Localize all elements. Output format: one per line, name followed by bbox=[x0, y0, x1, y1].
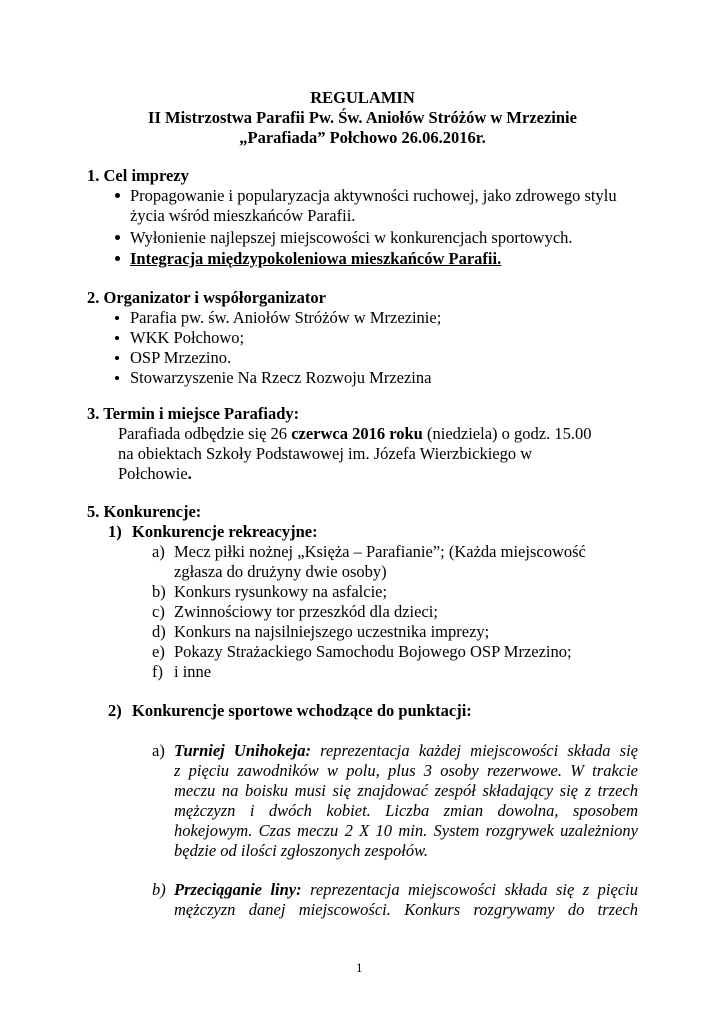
sub1-item-f: i inne bbox=[174, 662, 212, 681]
sub1-number: 1) bbox=[108, 522, 122, 541]
sub2-item-b-line1: Przeciąganie liny: reprezentacja miejscowości składa się z pięciu bbox=[174, 880, 638, 899]
bullet-icon bbox=[111, 328, 123, 348]
sub1-item-e: Pokazy Strażackiego Samochodu Bojowego OSP Mrzezino; bbox=[174, 642, 572, 661]
bullet-icon bbox=[111, 348, 123, 368]
sub2-item-b-line2: mężczyzn danej miejscowości. Konkurs rozgrywamy do trzech bbox=[174, 900, 638, 919]
sub1-item-a-line1: Mecz piłki nożnej „Księża – Parafianie”; (Każda miejscowość bbox=[174, 542, 586, 561]
sub1-item-marker: e) bbox=[152, 642, 165, 661]
sub2-item-a-line6: będzie od ilości zgłoszonych zespołów. bbox=[174, 841, 429, 860]
s3-paragraph-line2: na obiektach Szkoły Podstawowej im. Józefa Wierzbickiego w bbox=[118, 444, 533, 463]
document-title: REGULAMIN bbox=[310, 88, 415, 107]
s2-item: Parafia pw. św. Aniołów Stróżów w Mrzezinie; bbox=[130, 308, 442, 327]
bullet-icon bbox=[111, 249, 123, 269]
bullet-icon bbox=[111, 228, 123, 248]
sub1-item-d: Konkurs na najsilniejszego uczestnika imprezy; bbox=[174, 622, 490, 641]
sub1-item-marker: a) bbox=[152, 542, 165, 561]
sub1-item-b: Konkurs rysunkowy na asfalcie; bbox=[174, 582, 388, 601]
sub1-item-a-line2: zgłasza do drużyny dwie osoby) bbox=[174, 562, 387, 581]
sub2-item-a-line1: Turniej Unihokeja: reprezentacja każdej miejscowości składa się bbox=[174, 741, 638, 760]
sub1-heading: Konkurencje rekreacyjne: bbox=[132, 522, 318, 541]
sub2-item-a-line3: meczu na boisku musi się znajdować zespół składający się z trzech bbox=[174, 781, 638, 800]
s2-item: WKK Połchowo; bbox=[130, 328, 245, 347]
section-3-heading: 3. Termin i miejsce Parafiady: bbox=[87, 404, 300, 423]
s2-item: OSP Mrzezino. bbox=[130, 348, 232, 367]
sub1-item-marker: b) bbox=[152, 582, 166, 601]
sub1-item-marker: f) bbox=[152, 662, 163, 681]
s3-paragraph-line3: Połchowie. bbox=[118, 464, 192, 483]
section-5-heading: 5. Konkurencje: bbox=[87, 502, 202, 521]
s3-paragraph-line1: Parafiada odbędzie się 26 czerwca 2016 roku (niedziela) o godz. 15.00 bbox=[118, 424, 592, 443]
s1-bullet-2: Wyłonienie najlepszej miejscowości w konkurencjach sportowych. bbox=[130, 228, 573, 247]
bullet-icon bbox=[111, 368, 123, 388]
s1-bullet-3: Integracja międzypokoleniowa mieszkańców Parafii. bbox=[130, 249, 502, 268]
sub2-item-a-line5: hokejowym. Czas meczu 2 X 10 min. System rozgrywek uzależniony bbox=[174, 821, 638, 840]
sub2-item-marker: a) bbox=[152, 741, 165, 760]
s1-bullet-1-line1: Propagowanie i popularyzacja aktywności ruchowej, jako zdrowego stylu bbox=[130, 186, 617, 205]
sub1-item-marker: d) bbox=[152, 622, 166, 641]
document-subtitle: II Mistrzostwa Parafii Pw. Św. Aniołów Stróżów w Mrzezinie bbox=[148, 108, 577, 127]
sub2-item-a-line4: mężczyzn i dwóch kobiet. Liczba zmian dowolna, sposobem bbox=[174, 801, 638, 820]
sub1-item-marker: c) bbox=[152, 602, 165, 621]
sub1-item-c: Zwinnościowy tor przeszkód dla dzieci; bbox=[174, 602, 438, 621]
sub2-item-a-line2: z pięciu zawodników w polu, plus 3 osoby rezerwowe. W trakcie bbox=[174, 761, 638, 780]
sub2-heading: Konkurencje sportowe wchodzące do punktacji: bbox=[132, 701, 472, 720]
s2-item: Stowarzyszenie Na Rzecz Rozwoju Mrzezina bbox=[130, 368, 432, 387]
page-number: 1 bbox=[356, 960, 363, 975]
bullet-icon bbox=[111, 186, 123, 206]
bullet-icon bbox=[111, 308, 123, 328]
section-1-heading: 1. Cel imprezy bbox=[87, 166, 189, 185]
document-event-date: „Parafiada” Połchowo 26.06.2016r. bbox=[239, 128, 486, 147]
s1-bullet-1-line2: życia wśród mieszkańców Parafii. bbox=[130, 206, 356, 225]
sub2-number: 2) bbox=[108, 701, 122, 720]
section-2-heading: 2. Organizator i współorganizator bbox=[87, 288, 326, 307]
sub2-item-marker: b) bbox=[152, 880, 166, 899]
